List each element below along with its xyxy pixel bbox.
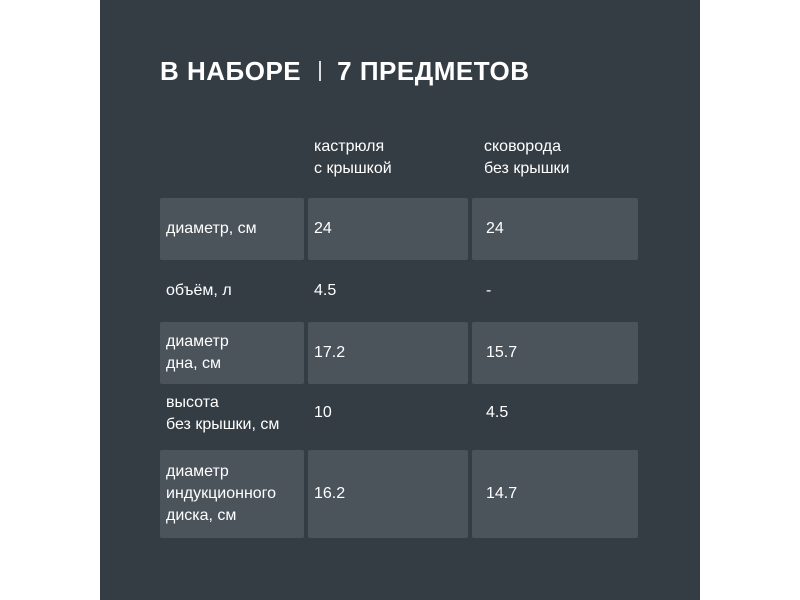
- value-pan: [472, 198, 638, 260]
- value-pot: [308, 262, 468, 320]
- page-title: [160, 56, 529, 86]
- column-header-line: без крышки: [484, 160, 570, 177]
- row-label: [160, 386, 304, 446]
- table-row-volume: [160, 262, 638, 320]
- column-header-line: кастрюля: [314, 138, 385, 155]
- row-label-line: диаметр, см: [166, 220, 257, 237]
- column-header-pan: [484, 136, 569, 180]
- value-pan: [472, 450, 638, 538]
- row-label-line: высота: [166, 394, 219, 411]
- value-pot: [308, 198, 468, 260]
- row-label-line: диаметр: [166, 463, 229, 480]
- row-label-line: дна, см: [166, 355, 221, 372]
- title-set: В НАБОРЕ: [160, 55, 302, 86]
- table-row-bottom-diameter: [160, 322, 638, 384]
- row-label-line: без крышки, см: [166, 416, 280, 433]
- value-text: 16.2: [314, 485, 346, 502]
- value-text: 10: [314, 404, 332, 421]
- row-label-line: диаметр: [166, 333, 229, 350]
- row-label: [160, 198, 304, 260]
- table-row-induction-diameter: [160, 450, 638, 538]
- value-pot: [308, 322, 468, 384]
- table-row-height: [160, 386, 638, 446]
- value-text: 24: [314, 220, 332, 237]
- row-label-line: индукционного: [166, 485, 277, 502]
- column-header-pot: [314, 136, 392, 180]
- value-text: 24: [486, 220, 504, 237]
- table-row-diameter: [160, 198, 638, 260]
- value-pot: [308, 450, 468, 538]
- title-divider: [319, 61, 321, 81]
- value-pan: [472, 322, 638, 384]
- value-text: 4.5: [314, 282, 337, 299]
- title-count: 7 ПРЕДМЕТОВ: [337, 55, 530, 86]
- value-pan: [472, 386, 638, 446]
- row-label: [160, 262, 304, 320]
- spec-panel: [100, 0, 700, 600]
- value-text: 14.7: [486, 485, 518, 502]
- value-pot: [308, 386, 468, 446]
- value-pan: [472, 262, 638, 320]
- value-text: 17.2: [314, 344, 346, 361]
- row-label: [160, 322, 304, 384]
- value-text: 4.5: [486, 404, 509, 421]
- value-text: 15.7: [486, 344, 518, 361]
- row-label: [160, 450, 304, 538]
- row-label-line: объём, л: [166, 282, 232, 299]
- value-text: -: [486, 282, 492, 299]
- column-header-line: с крышкой: [314, 160, 392, 177]
- row-label-line: диска, см: [166, 507, 237, 524]
- column-header-line: сковорода: [484, 138, 561, 155]
